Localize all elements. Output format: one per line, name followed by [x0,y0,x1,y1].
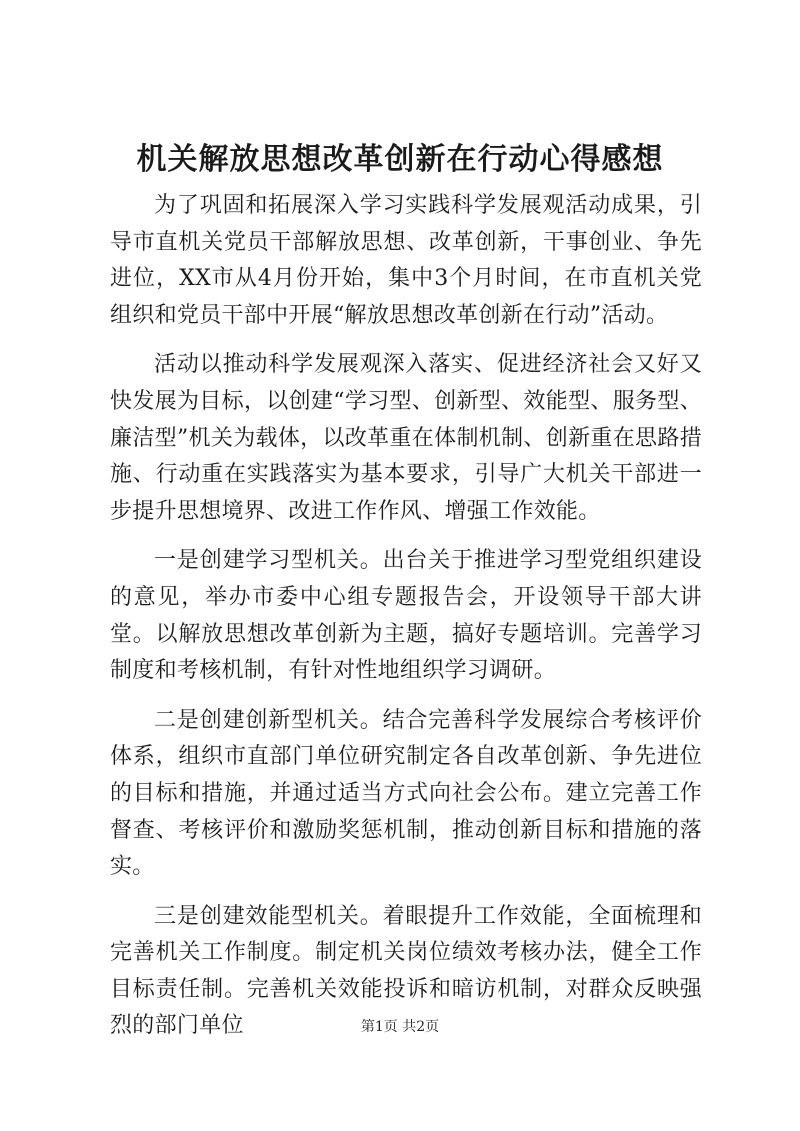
paragraph-efficiency-organ: 三是创建效能型机关。着眼提升工作效能，全面梳理和完善机关工作制度。制定机关岗位绩效考核办法，健全工作目标责任制。完善机关效能投诉和暗访机制，对群众反映强烈的部门单位 [110,903,702,1039]
document-body [110,188,702,1058]
paragraph-learning-organ: 一是创建学习型机关。出台关于推进学习型党组织建设的意见，举办市委中心组专题报告会，开设领导干部大讲堂。以解放思想改革创新为主题，搞好专题培训。完善学习制度和考核机制，有针对性地组织学习调研。 [110,548,702,684]
document-title: 机关解放思想改革创新在行动心得感想 [136,142,664,177]
paragraph-innovative-organ: 二是创建创新型机关。结合完善科学发展综合考核评价体系，组织市直部门单位研究制定各自改革创新、争先进位的目标和措施，并通过适当方式向社会公布。建立完善工作督查、考核评价和激励奖惩机制，推动创新目标和措施的落实。 [110,707,702,880]
paragraph-intro: 为了巩固和拓展深入学习实践科学发展观活动成果，引导市直机关党员干部解放思想、改革创新，干事创业、争先进位，XX市从4月份开始，集中3个月时间，在市直机关党组织和党员干部中开展“解放思想改革创新在行动”活动。 [110,193,702,328]
page-footer: 第1页 共2页 [360,1019,440,1035]
paragraph-activity-goals: 活动以推动科学发展观深入落实、促进经济社会又好又快发展为目标，以创建“学习型、创新型、效能型、服务型、廉洁型”机关为载体，以改革重在体制机制、创新重在思路措施、行动重在实践落实为基本要求，引导广大机关干部进一步提升思想境界、改进工作作风、增强工作效能。 [110,352,702,524]
